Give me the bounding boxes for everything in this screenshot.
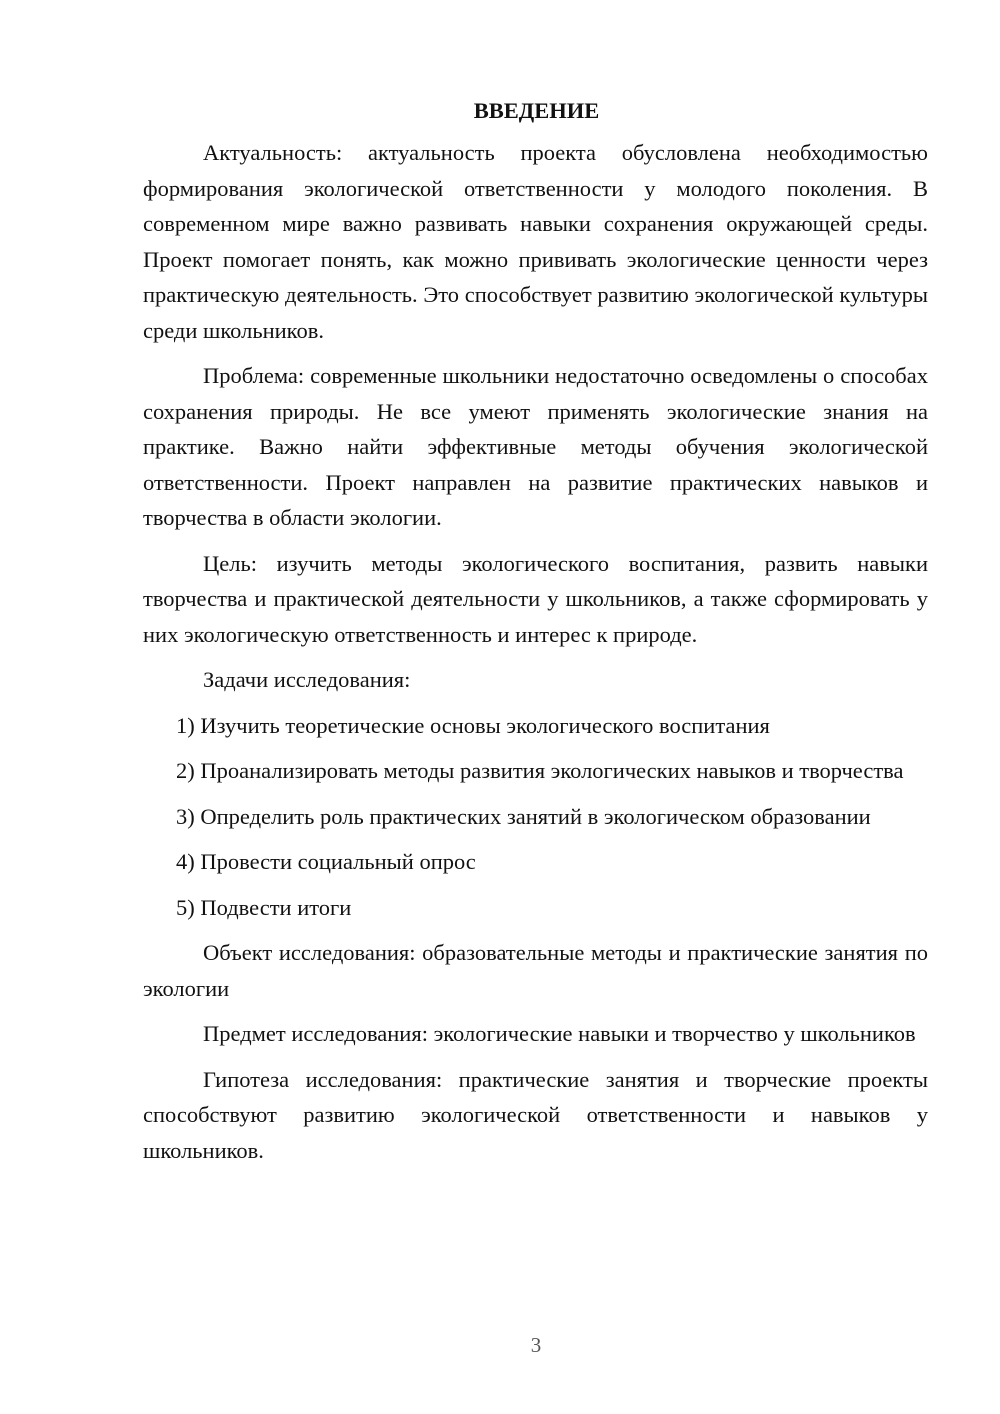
relevance-paragraph: Актуальность: актуальность проекта обусловлена необходимостью формирования экологической ответственности у молодого поколения. В современном мире важно развивать навыки сохранения окружающей среды. Проект помогает понять, как можно прививать экологические ценности через практическую деятельность. Это способствует развитию экологической культуры среди школьников. <box>143 140 928 343</box>
problem-paragraph: Проблема: современные школьники недостаточно осведомлены о способах сохранения природы. Не все умеют применять экологические знания на практике. Важно найти эффективные методы обучения экологической ответственности. Проект направлен на развитие практических навыков и творчества в области экологии. <box>143 363 928 530</box>
hypothesis-paragraph: Гипотеза исследования: практические занятия и творческие проекты способствуют развитию экологической ответственности и навыков у школьников. <box>143 1066 928 1163</box>
task-item-1: 1) Изучить теоретические основы экологического воспитания <box>176 712 770 738</box>
task-item-2: 2) Проанализировать методы развития экологических навыков и творчества <box>176 758 904 783</box>
subject-paragraph: Предмет исследования: экологические навыки и творчество у школьников <box>203 1021 916 1046</box>
goal-paragraph: Цель: изучить методы экологического воспитания, развить навыки творчества и практической деятельности у школьников, а также сформировать у них экологическую ответственность и интерес к природе. <box>143 550 928 647</box>
page-content <box>143 93 928 1168</box>
task-item-4: 4) Провести социальный опрос <box>176 849 476 874</box>
task-item-5: 5) Подвести итоги <box>176 894 352 920</box>
object-paragraph: Объект исследования: образовательные методы и практические занятия по экологии <box>143 940 928 1001</box>
task-item-3: 3) Определить роль практических занятий в экологическом образовании <box>176 803 871 829</box>
tasks-heading: Задачи исследования: <box>203 667 411 692</box>
page-number: 3 <box>530 1333 542 1357</box>
page-title: ВВЕДЕНИЕ <box>473 98 600 123</box>
